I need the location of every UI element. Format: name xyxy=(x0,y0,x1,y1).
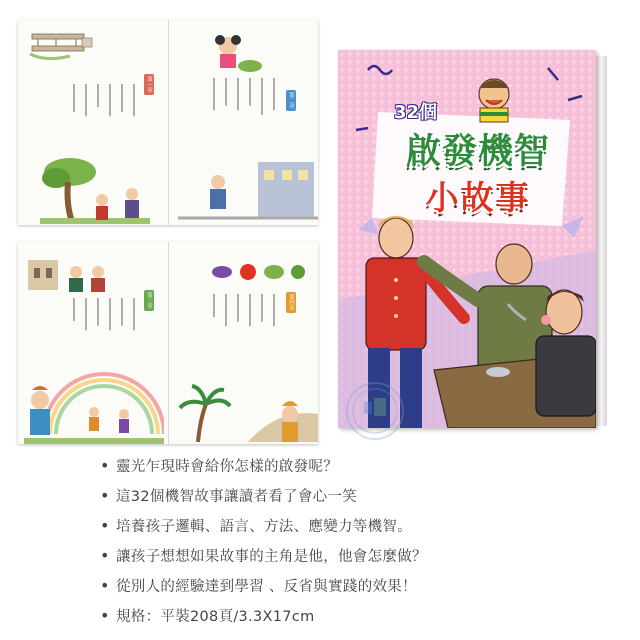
chapter-tag: 第三章 xyxy=(146,292,152,309)
toc-entry: ▁▁▁▁▁▁ xyxy=(237,294,244,322)
toc-entry: ▁▁▁▁▁ xyxy=(73,298,80,322)
chapter-tag: 第一章 xyxy=(146,76,152,93)
chapter-tag: 第四章 xyxy=(288,294,294,311)
airplane-illustration xyxy=(26,26,96,66)
toc-entry: ▁▁▁▁▁▁ xyxy=(73,84,80,112)
book-cover xyxy=(338,50,606,428)
feature-item xyxy=(100,456,620,486)
feature-text: 培養孩子邏輯、語言、方法、應變力等機智。 xyxy=(116,519,412,535)
bullet-dot-icon: • xyxy=(100,606,110,625)
feature-text: 讓孩子想想如果故事的主角是他，他會怎麼做？ xyxy=(116,549,427,565)
toc-entry: ▁▁▁▁▁▁ xyxy=(261,294,268,322)
toc-entry: ▁▁▁▁▁▁▁ xyxy=(249,294,256,327)
tree-illustration xyxy=(40,154,150,224)
toc-spread-top xyxy=(18,20,318,225)
feature-list xyxy=(100,456,620,636)
cover-face xyxy=(338,50,596,428)
toc-entry: ▁▁▁▁▁▁ xyxy=(249,78,256,106)
chapter-tag: 第二章 xyxy=(288,92,294,109)
street-illustration xyxy=(178,156,318,224)
watermark-seal-icon xyxy=(346,382,404,440)
feature-text: 這32個機智故事讓讀者看了會心一笑 xyxy=(116,489,358,505)
toc-entry: ▁▁▁▁▁▁▁ xyxy=(133,298,140,331)
page-fold xyxy=(168,20,169,225)
bullet-dot-icon: • xyxy=(100,516,110,535)
palm-tree-illustration xyxy=(178,384,318,444)
book-title-sub: 小故事 xyxy=(425,178,531,217)
page-fold xyxy=(168,242,169,444)
toc-entry: ▁▁▁▁▁▁▁ xyxy=(213,78,220,111)
toc-entry: ▁▁▁▁▁▁▁ xyxy=(225,294,232,327)
toc-entry: ▁▁▁▁▁▁▁ xyxy=(273,78,280,111)
feature-text: 從別人的經驗達到學習 、反省與實踐的效果！ xyxy=(116,579,417,595)
feature-item xyxy=(100,546,620,576)
toc-entry: ▁▁▁▁▁▁ xyxy=(121,84,128,112)
toc-entry: ▁▁▁▁▁▁▁ xyxy=(85,84,92,117)
girl-illustration xyxy=(206,32,266,76)
title-count: 32個 xyxy=(394,102,438,123)
feature-text: 靈光乍現時會給你怎樣的啟發呢？ xyxy=(116,459,338,475)
cover-characters-illustration xyxy=(338,50,596,428)
feature-item xyxy=(100,606,620,636)
feature-item xyxy=(100,516,620,546)
bullet-dot-icon: • xyxy=(100,486,110,505)
bullet-dot-icon: • xyxy=(100,456,110,475)
book-title-main: 啟發機智 xyxy=(405,132,550,172)
toc-entry: ▁▁▁▁▁▁ xyxy=(121,298,128,326)
palace-illustration xyxy=(24,250,114,296)
toc-entry: ▁▁▁▁▁ xyxy=(213,294,220,318)
vegetables-illustration xyxy=(208,258,308,284)
toc-entry: ▁▁▁▁▁▁▁ xyxy=(109,84,116,117)
toc-entry: ▁▁▁▁▁▁▁ xyxy=(133,84,140,117)
rainbow-illustration xyxy=(24,354,164,444)
toc-entry: ▁▁▁▁▁▁▁ xyxy=(273,294,280,327)
toc-entry: ▁▁▁▁▁▁▁ xyxy=(85,298,92,331)
feature-item xyxy=(100,576,620,606)
toc-entry: ▁▁▁▁▁▁▁▁ xyxy=(261,78,268,115)
bullet-dot-icon: • xyxy=(100,576,110,595)
toc-spread-bottom xyxy=(18,242,318,444)
toc-entry: ▁▁▁▁▁▁ xyxy=(225,78,232,106)
toc-entry: ▁▁▁▁▁▁ xyxy=(97,298,104,326)
toc-entry: ▁▁▁▁▁▁▁ xyxy=(109,298,116,331)
feature-text: 規格：平裝208頁/3.3X17cm xyxy=(116,609,315,625)
feature-item xyxy=(100,486,620,516)
bullet-dot-icon: • xyxy=(100,546,110,565)
toc-entry: ▁▁▁▁▁ xyxy=(97,84,104,108)
toc-entry: ▁▁▁▁▁▁▁ xyxy=(237,78,244,111)
